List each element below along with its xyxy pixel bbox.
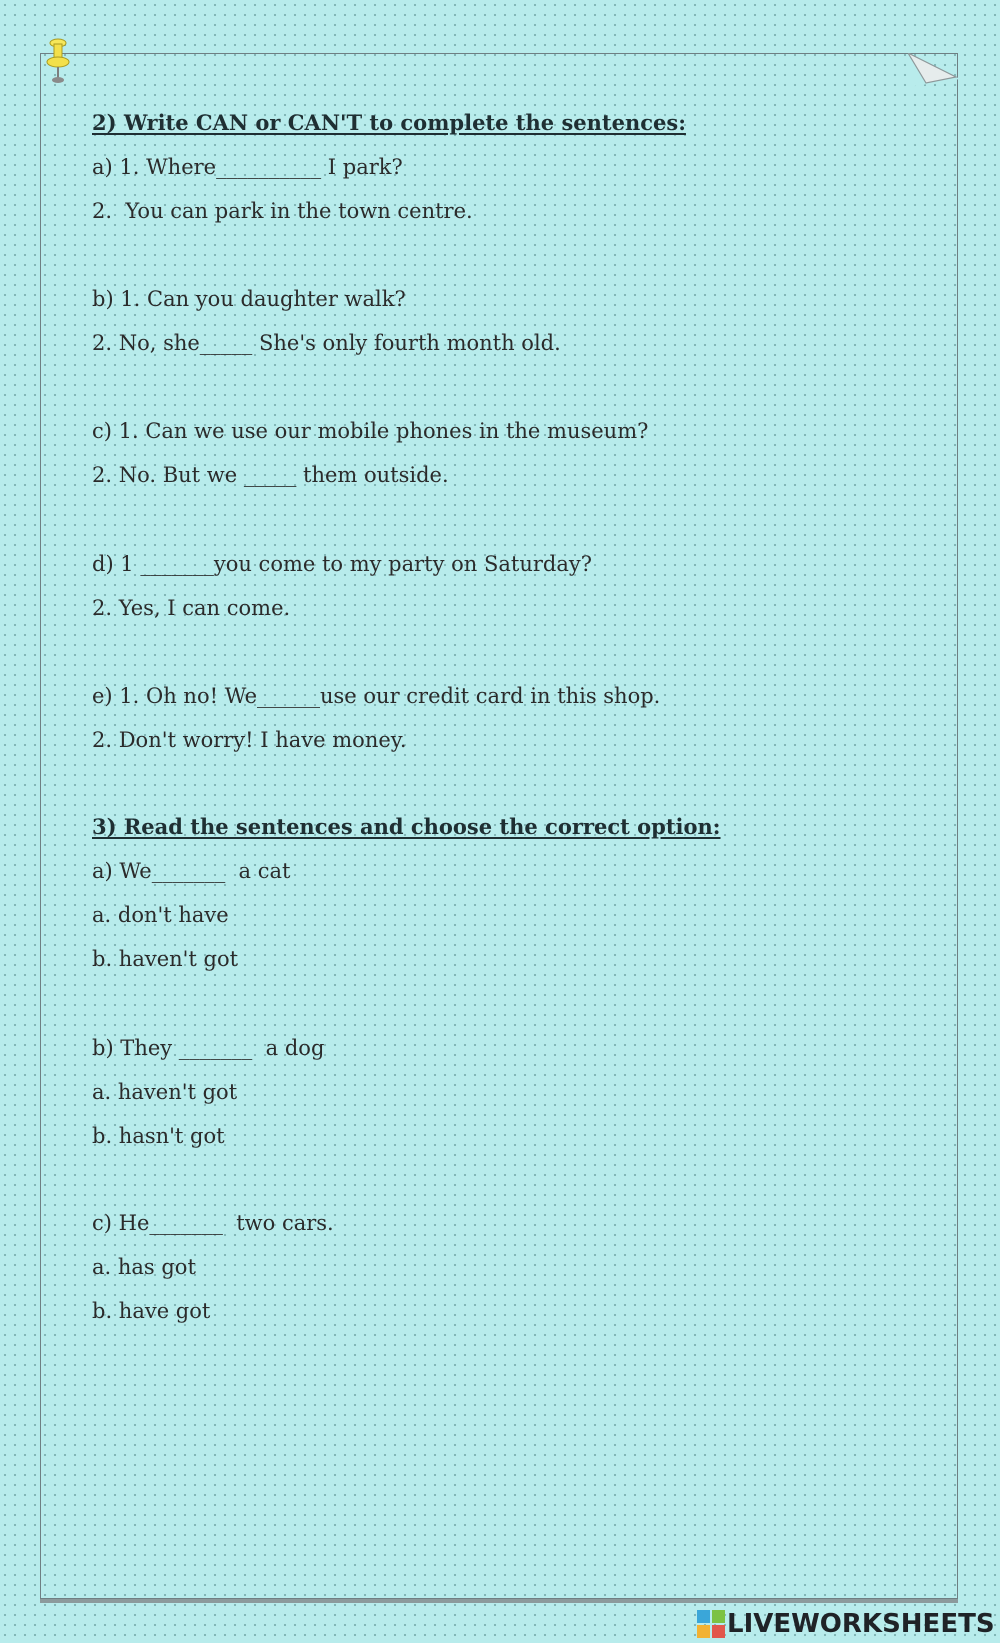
question-line: c) He_______ two cars. bbox=[92, 1211, 334, 1235]
pushpin-icon bbox=[44, 38, 72, 84]
exercise-line: a) 1. Where__________ I park? bbox=[92, 155, 403, 179]
question-line: b) They _______ a dog bbox=[92, 1036, 325, 1060]
option-line: b. have got bbox=[92, 1299, 211, 1323]
page-curl-icon bbox=[908, 53, 960, 87]
exercise-line: 2. No, she_____ She's only fourth month old. bbox=[92, 331, 561, 355]
liveworksheets-logo-icon bbox=[697, 1610, 725, 1638]
question-line: a) We_______ a cat bbox=[92, 859, 291, 883]
option-line: a. haven't got bbox=[92, 1080, 238, 1104]
section-3-heading: 3) Read the sentences and choose the correct option: bbox=[92, 814, 721, 839]
brand-name: LIVEWORKSHEETS bbox=[727, 1609, 995, 1639]
option-line: b. haven't got bbox=[92, 947, 239, 971]
exercise-line: b) 1. Can you daughter walk? bbox=[92, 287, 406, 311]
section-2-heading: 2) Write CAN or CAN'T to complete the sentences: bbox=[92, 110, 686, 135]
option-line: b. hasn't got bbox=[92, 1124, 225, 1148]
exercise-line: 2. Don't worry! I have money. bbox=[92, 728, 407, 752]
liveworksheets-brand bbox=[697, 1607, 995, 1641]
exercise-line: 2. You can park in the town centre. bbox=[92, 199, 473, 223]
exercise-line: d) 1 _______you come to my party on Saturday? bbox=[92, 552, 593, 576]
option-line: a. don't have bbox=[92, 903, 229, 927]
exercise-line: 2. No. But we _____ them outside. bbox=[92, 463, 449, 487]
sheet-shadow bbox=[40, 1599, 958, 1603]
exercise-line: c) 1. Can we use our mobile phones in the museum? bbox=[92, 419, 649, 443]
exercise-line: e) 1. Oh no! We______use our credit card in this shop. bbox=[92, 684, 661, 708]
option-line: a. has got bbox=[92, 1255, 196, 1279]
exercise-line: 2. Yes, I can come. bbox=[92, 596, 291, 620]
